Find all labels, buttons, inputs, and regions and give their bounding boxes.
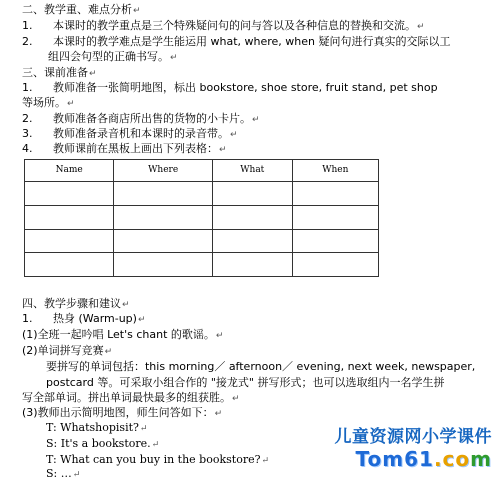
section-4-sub-2-line-2: postcard 等。可采取小组合作的 "接龙式" 拼写形式；也可以选取组内一名学生拼 <box>46 376 445 389</box>
table-header-what: What <box>212 160 292 182</box>
section-3-item-1-cont: 等场所。↵ <box>22 96 75 109</box>
section-4-heading: 四、教学步骤和建议↵ <box>22 297 130 310</box>
section-2-item-2-cont: 组四会句型的正确书写。↵ <box>48 50 178 63</box>
section-2-item-2: 2. 本课时的教学难点是学生能运用 what, where, when 疑问句进行真实的交际以工 <box>22 35 451 48</box>
section-4-sub-2: (2)单词拼写竞赛↵ <box>22 344 113 357</box>
section-3-item-3: 3. 教师准备录音机和本课时的录音带。↵ <box>22 127 238 140</box>
section-3-item-1: 1. 教师准备一张简明地图，标出 bookstore, shoe store, fruit stand, pet shop <box>22 81 438 94</box>
table-header-row <box>25 160 379 182</box>
table-row <box>25 253 379 277</box>
blackboard-table <box>24 159 379 277</box>
dialog-line-1: T: Whatshopisit?↵ <box>46 421 148 434</box>
section-3-item-2: 2. 教师准备各商店所出售的货物的小卡片。↵ <box>22 112 260 125</box>
section-2-item-1: 1. 本课时的教学重点是三个特殊疑问句的问与答以及各种信息的替换和交流。↵ <box>22 19 425 32</box>
site-watermark <box>314 427 492 478</box>
section-2-heading: 二、教学重、难点分析↵ <box>22 3 141 16</box>
section-4-sub-2-line-1: 要拼写的单词包括：this morning／ afternoon／ evening, next week, newspaper, <box>46 360 476 373</box>
watermark-title: 儿童资源网小学课件 <box>334 427 492 447</box>
table-row <box>25 182 379 206</box>
section-3-heading: 三、课前准备↵ <box>22 66 97 79</box>
table-header-when: When <box>292 160 378 182</box>
section-3-item-4: 4. 教师课前在黑板上画出下列表格：↵ <box>22 142 227 155</box>
dialog-line-3: T: What can you buy in the bookstore?↵ <box>46 453 270 466</box>
section-4-sub-3: (3)教师出示简明地图，师生问答如下：↵ <box>22 406 223 419</box>
dialog-line-4: S: …↵ <box>46 467 81 480</box>
table-header-where: Where <box>114 160 213 182</box>
table-row <box>25 229 379 253</box>
table-row <box>25 205 379 229</box>
table-header-name: Name <box>25 160 114 182</box>
dialog-line-2: S: It's a bookstore.↵ <box>46 437 160 450</box>
watermark-logo: Tom61.com <box>355 447 492 471</box>
section-4-sub-2-line-3: 写全部单词。拼出单词最快最多的组获胜。↵ <box>22 391 240 404</box>
section-4-sub-1: (1)全班一起吟唱 Let's chant 的歌谣。↵ <box>22 328 224 341</box>
section-4-step-1: 1. 热身 (Warm-up)↵ <box>22 312 146 325</box>
